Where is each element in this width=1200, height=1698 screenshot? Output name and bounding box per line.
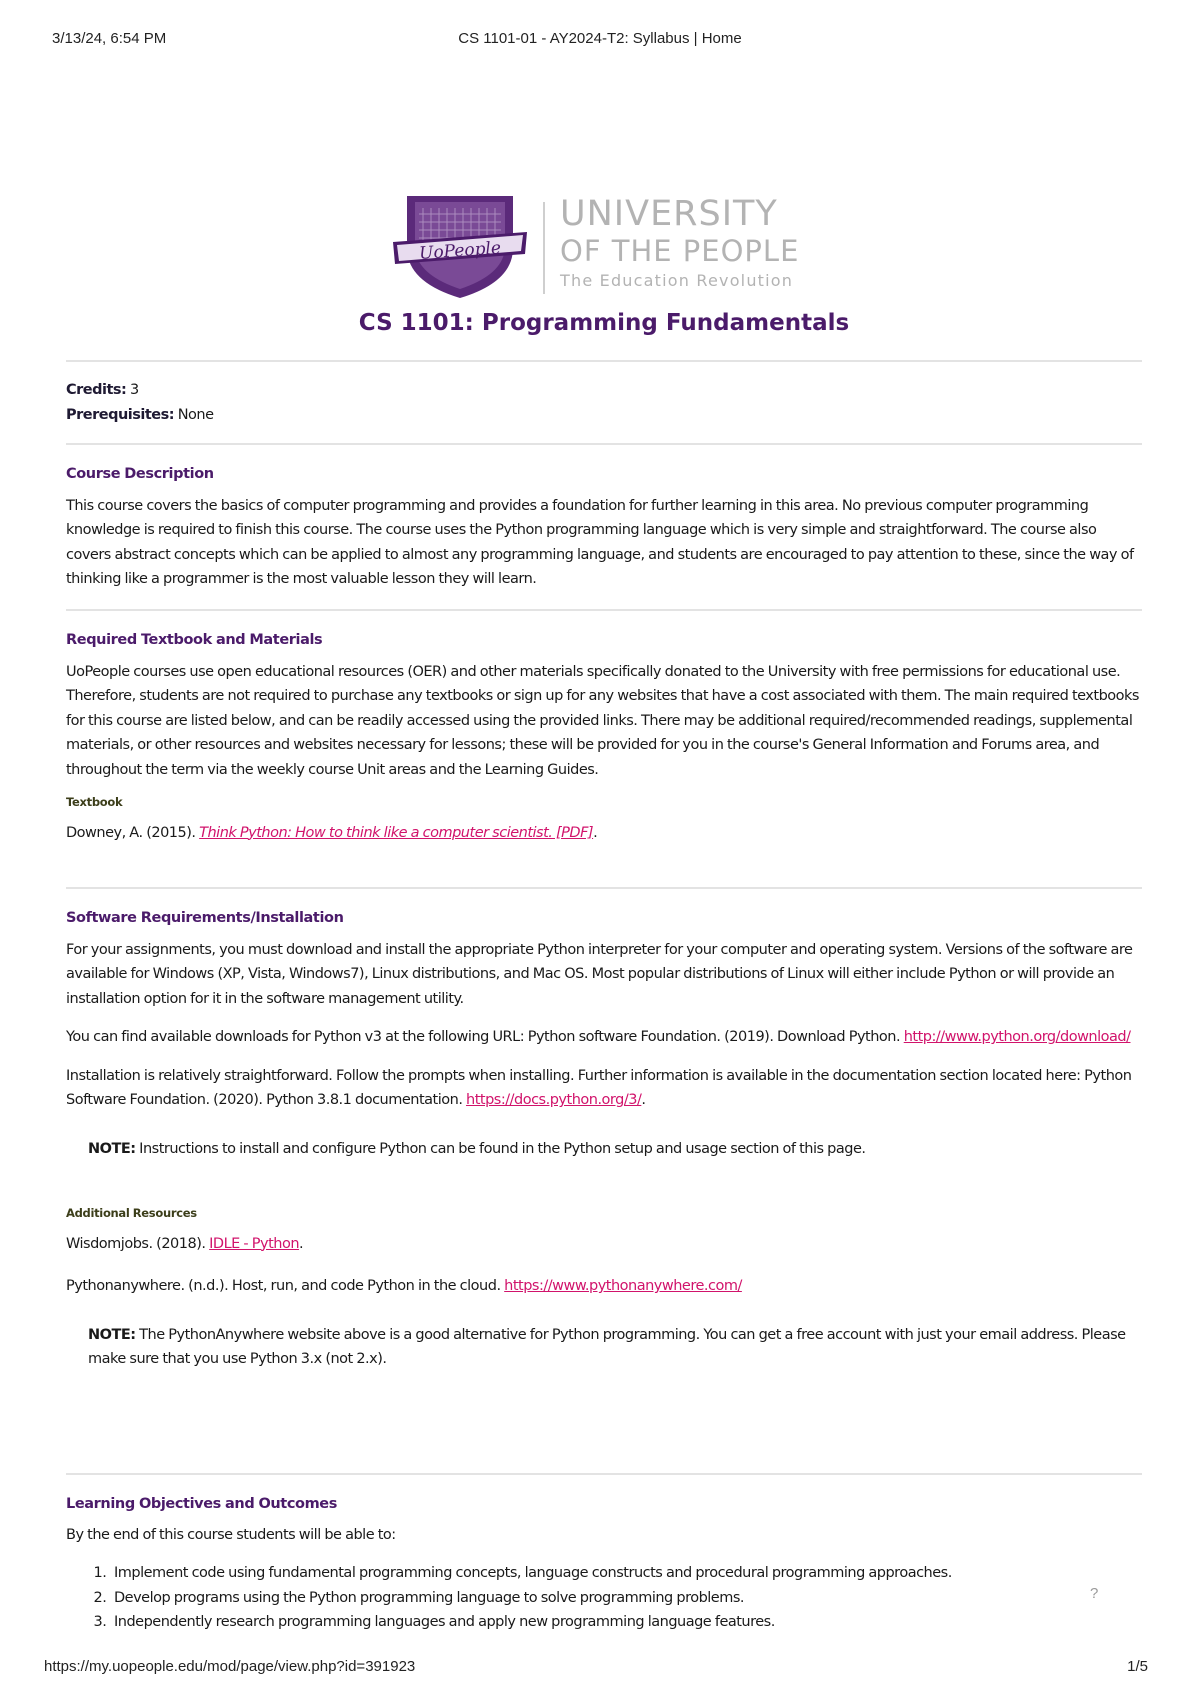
logo-divider [543, 202, 545, 294]
python-download-link[interactable]: http://www.python.org/download/ [903, 1029, 1131, 1045]
objective-item: 2. Develop programs using the Python programming language to solve programming problems. [110, 1586, 1142, 1611]
textbook-section [66, 628, 1142, 845]
logo-line-university: UNIVERSITY [560, 194, 778, 234]
objectives-intro: By the end of this course students will be able to: [66, 1526, 396, 1543]
textbook-text: UoPeople courses use open educational resources (OER) and other materials specifically donated to the University with free permissions for educational use. Therefore, students are not required to purchase any textbooks or sign up for any websites that have a cost associated with them. The main required textbooks for this course are listed below, and can be readily accessed using the provided links. There may be additional required/recommended readings, supplemental materials, or other resources and websites necessary for lessons; these will be provided for you in the course's General Information and Forums area, and throughout the term via the weekly course Unit areas and the Learning Guides. [66, 663, 1139, 778]
uopeople-shield-icon [385, 190, 535, 300]
pythonanywhere-note: NOTE: The PythonAnywhere website above is a good alternative for Python programming. You can get a free account with just your email address. Please make sure that you use Python 3.x (not 2.x). [88, 1326, 1126, 1367]
objectives-section [66, 1492, 1142, 1635]
textbook-heading: Required Textbook and Materials [66, 632, 323, 648]
think-python-link[interactable]: Think Python: How to think like a computer scientist. [PDF] [199, 824, 594, 841]
print-header [52, 30, 1148, 50]
print-page-title: CS 1101-01 - AY2024-T2: Syllabus | Home [458, 30, 742, 47]
logo-line-of-the-people: OF THE PEOPLE [560, 234, 800, 268]
software-paragraph-3: Installation is relatively straightforward. Follow the prompts when installing. Further information is available in the documentation section located here: Python Software Foundation. (2020). Python 3.8.1 documentation. https://docs.python.org/3/. [66, 1067, 1132, 1108]
objectives-list [66, 1561, 1142, 1635]
idle-python-link[interactable]: IDLE - Python [209, 1235, 300, 1252]
print-date: 3/13/24, 6:54 PM [52, 30, 167, 47]
logo-wordmark [560, 194, 799, 294]
software-section [66, 906, 1142, 1372]
additional-resources-heading: Additional Resources [66, 1206, 197, 1220]
divider [66, 609, 1142, 611]
objective-item: 3. Independently research programming languages and apply new programming language features. [110, 1610, 1142, 1635]
pythonanywhere-link[interactable]: https://www.pythonanywhere.com/ [504, 1278, 742, 1294]
print-url: https://my.uopeople.edu/mod/page/view.php?id=391923 [44, 1658, 416, 1675]
divider [66, 443, 1142, 445]
textbook-citation: Downey, A. (2015). Think Python: How to think like a computer scientist. [PDF]. [66, 824, 598, 841]
university-logo [385, 194, 825, 308]
course-title: CS 1101: Programming Fundamentals [358, 310, 850, 336]
objective-item: 1. Implement code using fundamental programming concepts, language constructs and procedural programming approaches. [110, 1561, 1142, 1586]
print-page-number: 1/5 [1127, 1658, 1148, 1675]
credits-value: 3 [129, 382, 139, 398]
course-description-section [66, 462, 1142, 592]
software-install-note: NOTE: Instructions to install and configure Python can be found in the Python setup and usage section of this page. [88, 1140, 866, 1157]
divider [66, 1473, 1142, 1475]
python-docs-link[interactable]: https://docs.python.org/3/ [466, 1092, 642, 1108]
additional-resource-1: Wisdomjobs. (2018). IDLE - Python. [66, 1235, 304, 1252]
divider [66, 887, 1142, 889]
course-meta [66, 378, 1142, 427]
prerequisites-value: None [177, 406, 214, 423]
logo-tagline: The Education Revolution [560, 271, 794, 290]
software-paragraph-2: You can find available downloads for Python v3 at the following URL: Python software Foundation. (2019). Download Python. http://www.python.org/download/ [66, 1029, 1131, 1045]
course-description-text: This course covers the basics of computer programming and provides a foundation for further learning in this area. No previous computer programming knowledge is required to finish this course. The course uses the Python programming language which is very simple and straightforward. The course also covers abstract concepts which can be applied to almost any programming language, and students are encouraged to pay attention to these, since the way of thinking like a programmer is the most valuable lesson they will learn. [66, 497, 1134, 587]
software-paragraph-1: For your assignments, you must download and install the appropriate Python interpreter for your computer and operating system. Versions of the software are available for Windows (XP, Vista, Windows7), Linux distributions, and Mac OS. Most popular distributions of Linux will either include Python or will provide an installation option for it in the software management utility. [66, 941, 1133, 1007]
svg-text:UoPeople: UoPeople [418, 238, 502, 264]
course-description-heading: Course Description [66, 466, 214, 482]
help-icon[interactable]: ? [1090, 1585, 1099, 1602]
additional-resource-2: Pythonanywhere. (n.d.). Host, run, and code Python in the cloud. https://www.pythonanywhere.com/ [66, 1278, 742, 1294]
objectives-heading: Learning Objectives and Outcomes [66, 1496, 337, 1512]
prerequisites-label: Prerequisites: [66, 406, 175, 423]
credits-label: Credits: [66, 382, 127, 398]
textbook-subheading: Textbook [66, 795, 123, 809]
software-heading: Software Requirements/Installation [66, 910, 344, 926]
divider [66, 360, 1142, 362]
print-footer [44, 1658, 1148, 1678]
